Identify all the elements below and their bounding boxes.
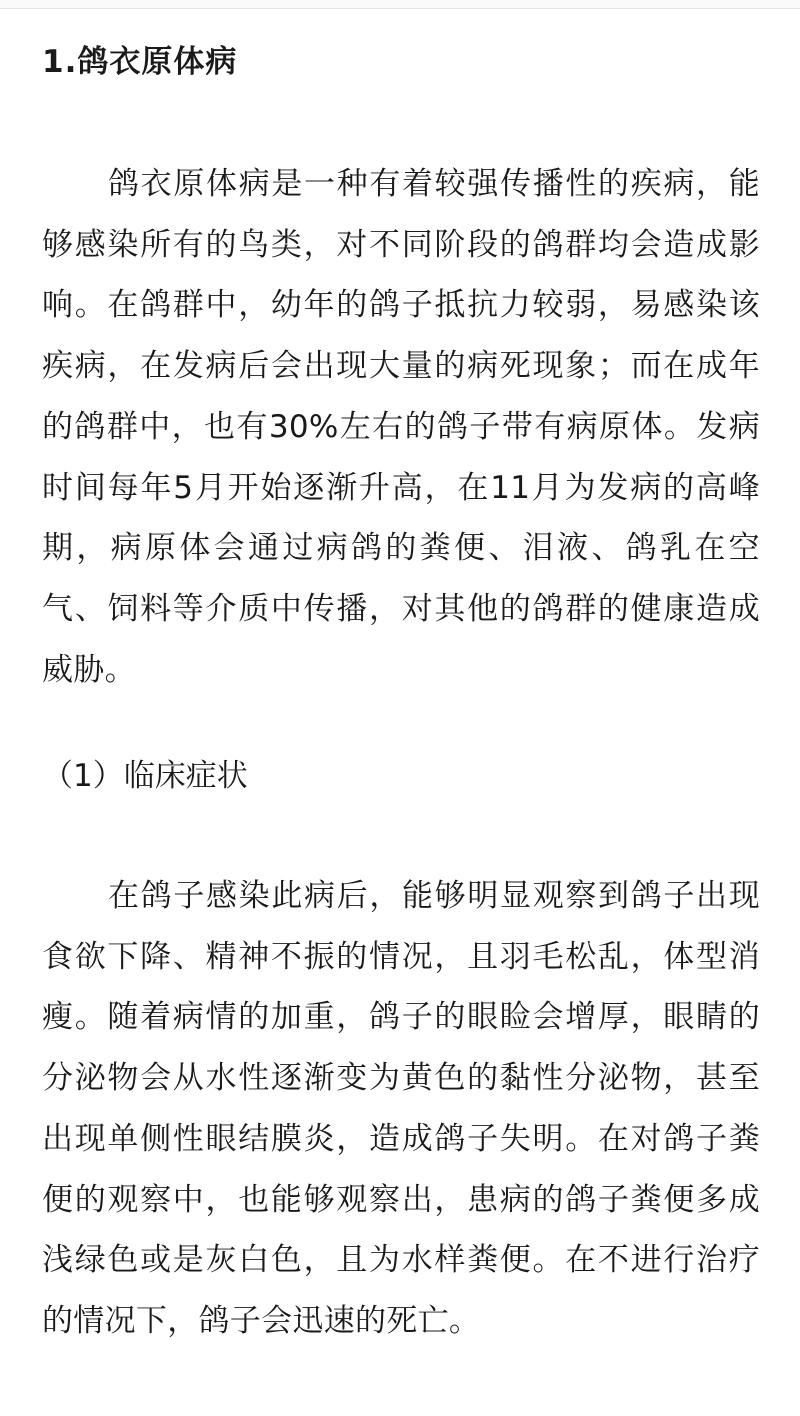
section-heading: 1.鸽衣原体病 [42,44,238,80]
intro-paragraph: 鸽衣原体病是一种有着较强传播性的疾病，能够感染所有的鸟类，对不同阶段的鸽群均会造成影响。在鸽群中，幼年的鸽子抵抗力较弱，易感染该疾病，在发病后会出现大量的病死现象；而在成年的鸽群中，也有30%左右的鸽子带有病原体。发病时间每年5月开始逐渐升高，在11月为发病的高峰期，病原体会通过病鸽的粪便、泪液、鸽乳在空气、饲料等介质中传播，对其他的鸽群的健康造成威胁。 [42,166,760,688]
subsection-heading: （1）临床症状 [42,758,248,794]
top-divider [0,0,800,9]
symptoms-paragraph: 在鸽子感染此病后，能够明显观察到鸽子出现食欲下降、精神不振的情况，且羽毛松乱，体型消瘦。随着病情的加重，鸽子的眼睑会增厚，眼睛的分泌物会从水性逐渐变为黄色的黏性分泌物，甚至出现单侧性眼结膜炎，造成鸽子失明。在对鸽子粪便的观察中，也能够观察出，患病的鸽子粪便多成浅绿色或是灰白色，且为水样粪便。在不进行治疗的情况下，鸽子会迅速的死亡。 [42,878,760,1339]
